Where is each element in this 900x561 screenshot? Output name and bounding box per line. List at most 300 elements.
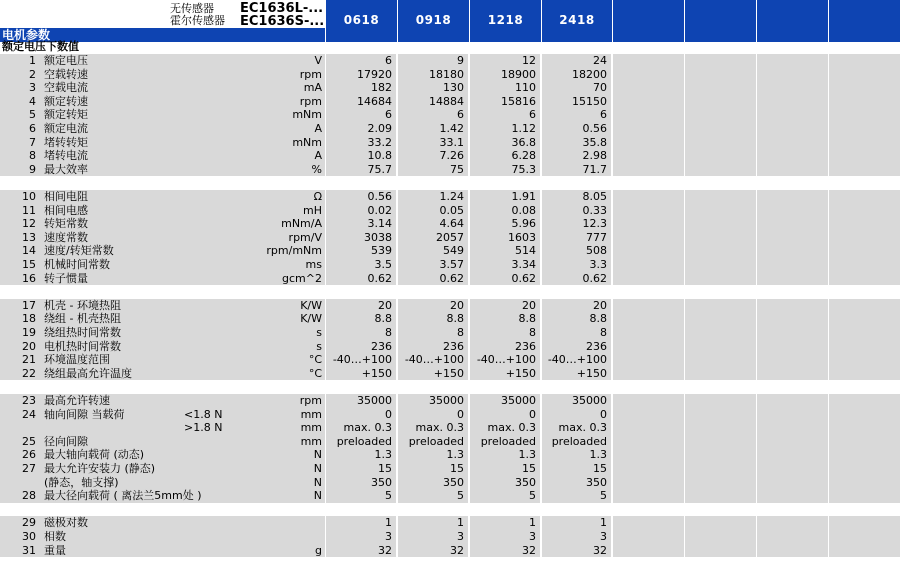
- value-cell-2418: 15150: [542, 95, 612, 109]
- table-row: [0, 544, 900, 558]
- empty-cell: [685, 190, 757, 204]
- value-cell-0918: 2057: [398, 231, 469, 245]
- row-label-cell: [0, 231, 325, 245]
- row-label-cell: [0, 489, 325, 503]
- row-number: 6: [29, 122, 36, 135]
- table-row: [0, 176, 900, 190]
- value-cell-0918: [398, 503, 469, 517]
- value-cell-0918: -40…+100: [398, 353, 469, 367]
- empty-cell: [757, 340, 829, 354]
- table-row: [0, 299, 900, 313]
- value-cell-0618: 350: [326, 476, 397, 490]
- empty-cell: [757, 462, 829, 476]
- parameter-unit: rpm: [299, 394, 322, 407]
- table-row: [0, 217, 900, 231]
- parameter-unit: ms: [305, 258, 322, 271]
- value-cell-2418: 508: [542, 244, 612, 258]
- parameter-name: (静态，轴支撑): [44, 475, 119, 489]
- empty-cell: [757, 190, 829, 204]
- parameter-name: 机械时间常数: [44, 258, 110, 271]
- value-cell-0618: 6: [326, 108, 397, 122]
- parameter-name: 最大轴向载荷 (动态): [44, 448, 145, 462]
- value-cell-2418: -40…+100: [542, 353, 612, 367]
- parameter-unit: g: [315, 543, 322, 557]
- row-label-cell: [0, 476, 325, 490]
- value-cell-1218: 15: [470, 462, 541, 476]
- value-cell-2418: 1: [542, 516, 612, 530]
- value-cell-0618: +150: [326, 367, 397, 381]
- empty-cell: [613, 312, 685, 326]
- value-cell-0918: 1: [398, 516, 469, 530]
- empty-cell: [757, 503, 828, 517]
- empty-cell: [829, 503, 900, 517]
- empty-cell: [613, 503, 684, 517]
- value-cell-0918: 236: [398, 340, 469, 354]
- value-cell-0618: [326, 176, 397, 190]
- parameter-unit: mA: [303, 81, 322, 95]
- value-cell-0618: 2.09: [326, 122, 397, 136]
- value-cell-0918: 35000: [398, 394, 469, 408]
- value-cell-1218: 1.12: [470, 122, 541, 136]
- value-cell-0918: 8: [398, 326, 469, 340]
- parameter-unit: N: [313, 475, 322, 489]
- parameter-name: 机壳 - 环境热阻: [44, 298, 121, 312]
- table-row: [0, 136, 900, 150]
- empty-cell: [829, 176, 900, 190]
- empty-cell: [757, 299, 829, 313]
- value-cell-2418: 777: [542, 231, 612, 245]
- table-row: [0, 530, 900, 544]
- value-cell-0918: 0.62: [398, 272, 469, 286]
- value-cell-2418: 8.8: [542, 312, 612, 326]
- value-cell-2418: 35.8: [542, 136, 612, 150]
- parameter-unit: %: [311, 162, 322, 176]
- parameter-name: 径向间隙: [44, 434, 88, 448]
- table-row: [0, 81, 900, 95]
- empty-cell: [685, 136, 757, 150]
- parameter-unit: rpm: [299, 67, 322, 81]
- column-header-blank-4: [829, 0, 900, 42]
- row-label-cell: [0, 176, 325, 190]
- empty-cell: [685, 448, 757, 462]
- empty-cell: [829, 476, 900, 490]
- empty-cell: [829, 544, 900, 558]
- value-cell-1218: 75.3: [470, 163, 541, 177]
- empty-cell: [613, 380, 684, 394]
- parameter-unit: s: [316, 326, 322, 339]
- row-number: 16: [22, 271, 36, 285]
- empty-cell: [613, 258, 685, 272]
- empty-cell: [829, 462, 900, 476]
- empty-cell: [757, 149, 829, 163]
- empty-cell: [757, 258, 829, 272]
- parameter-name: 转矩常数: [44, 217, 88, 231]
- value-cell-0618: 75.7: [326, 163, 397, 177]
- value-cell-0618: 8: [326, 326, 397, 340]
- empty-cell: [613, 136, 685, 150]
- table-row: [0, 312, 900, 326]
- parameter-unit: °C: [308, 366, 322, 380]
- table-row: [0, 516, 900, 530]
- value-cell-0918: 75: [398, 163, 469, 177]
- empty-cell: [757, 530, 829, 544]
- value-cell-0918: 1.24: [398, 190, 469, 204]
- table-row: [0, 122, 900, 136]
- row-label-cell: [0, 353, 325, 367]
- row-label-cell: [0, 326, 325, 340]
- table-row: [0, 503, 900, 517]
- empty-cell: [685, 476, 757, 490]
- empty-cell: [685, 244, 757, 258]
- row-label-cell: [0, 244, 325, 258]
- value-cell-0618: 15: [326, 462, 397, 476]
- hall-sensor-label: 霍尔传感器: [170, 14, 225, 27]
- empty-cell: [757, 448, 829, 462]
- empty-cell: [757, 408, 829, 422]
- parameter-unit: K/W: [300, 312, 322, 326]
- value-cell-1218: 0.62: [470, 272, 541, 286]
- row-label-cell: [0, 340, 325, 354]
- parameter-name: 最大效率: [44, 162, 88, 176]
- table-row: [0, 163, 900, 177]
- empty-cell: [685, 489, 757, 503]
- value-cell-0618: preloaded: [326, 435, 397, 449]
- parameter-unit: V: [314, 54, 322, 67]
- row-label-cell: [0, 136, 325, 150]
- parameter-name: 额定电流: [44, 122, 88, 135]
- empty-cell: [829, 163, 900, 177]
- empty-cell: [829, 108, 900, 122]
- parameter-unit: rpm/V: [288, 230, 322, 244]
- row-number: 27: [22, 462, 36, 475]
- empty-cell: [829, 340, 900, 354]
- empty-cell: [757, 244, 829, 258]
- table-row: [0, 448, 900, 462]
- value-cell-0918: preloaded: [398, 435, 469, 449]
- empty-cell: [613, 353, 685, 367]
- value-cell-2418: 35000: [542, 394, 612, 408]
- parameter-unit: mNm: [292, 108, 322, 122]
- row-label-cell: [0, 516, 325, 530]
- value-cell-2418: 1.3: [542, 448, 612, 462]
- row-number: 15: [22, 258, 36, 271]
- empty-cell: [757, 394, 829, 408]
- empty-cell: [613, 340, 685, 354]
- value-cell-0918: [398, 176, 469, 190]
- value-cell-0618: 3.14: [326, 217, 397, 231]
- value-cell-2418: 6: [542, 108, 612, 122]
- value-cell-2418: 5: [542, 489, 612, 503]
- row-number: 18: [22, 312, 36, 326]
- empty-cell: [613, 476, 685, 490]
- value-cell-0618: [326, 503, 397, 517]
- value-cell-2418: 8.05: [542, 190, 612, 204]
- empty-cell: [829, 285, 900, 299]
- empty-cell: [685, 530, 757, 544]
- empty-cell: [757, 176, 828, 190]
- empty-cell: [829, 516, 900, 530]
- parameter-name: 额定电压: [44, 54, 88, 67]
- value-cell-0618: -40…+100: [326, 353, 397, 367]
- empty-cell: [829, 217, 900, 231]
- value-cell-0618: 35000: [326, 394, 397, 408]
- parameter-condition: <1.8 N: [184, 407, 223, 421]
- empty-cell: [829, 122, 900, 136]
- empty-cell: [685, 272, 757, 286]
- empty-cell: [685, 217, 757, 231]
- value-cell-0618: 6: [326, 54, 397, 68]
- empty-cell: [613, 408, 685, 422]
- empty-cell: [613, 272, 685, 286]
- parameter-unit: Ω: [313, 190, 322, 203]
- value-cell-2418: [542, 380, 612, 394]
- subheading: 额定电压下数值: [2, 40, 79, 53]
- parameter-unit: A: [314, 122, 322, 135]
- value-cell-1218: [470, 380, 541, 394]
- empty-cell: [685, 163, 757, 177]
- empty-cell: [757, 367, 829, 381]
- empty-cell: [613, 68, 685, 82]
- empty-cell: [685, 516, 757, 530]
- table-row: [0, 54, 900, 68]
- value-cell-2418: 0.33: [542, 204, 612, 218]
- value-cell-0918: 1.3: [398, 448, 469, 462]
- empty-cell: [829, 54, 900, 68]
- empty-cell: [685, 353, 757, 367]
- row-number: 2: [29, 67, 36, 81]
- value-cell-0918: 0: [398, 408, 469, 422]
- empty-cell: [829, 380, 900, 394]
- value-cell-2418: 18200: [542, 68, 612, 82]
- sensorless-label: 无传感器: [170, 2, 214, 15]
- row-label-cell: [0, 503, 325, 517]
- empty-cell: [613, 176, 684, 190]
- empty-cell: [829, 136, 900, 150]
- value-cell-0618: 3: [326, 530, 397, 544]
- value-cell-2418: [542, 176, 612, 190]
- empty-cell: [685, 326, 757, 340]
- empty-cell: [757, 435, 829, 449]
- row-label-cell: [0, 163, 325, 177]
- empty-cell: [685, 503, 756, 517]
- value-cell-0918: 130: [398, 81, 469, 95]
- value-cell-0618: 33.2: [326, 136, 397, 150]
- row-label-cell: [0, 285, 325, 299]
- empty-cell: [757, 122, 829, 136]
- table-row: [0, 380, 900, 394]
- table-row: [0, 258, 900, 272]
- value-cell-2418: 71.7: [542, 163, 612, 177]
- row-number: 13: [22, 230, 36, 244]
- empty-cell: [829, 312, 900, 326]
- value-cell-1218: 1.3: [470, 448, 541, 462]
- row-number: 5: [29, 108, 36, 122]
- value-cell-2418: [542, 503, 612, 517]
- row-number: 3: [29, 81, 36, 95]
- value-cell-0918: 18180: [398, 68, 469, 82]
- value-cell-2418: 24: [542, 54, 612, 68]
- parameter-name: 轴向间隙 当载荷: [44, 407, 125, 421]
- value-cell-2418: 12.3: [542, 217, 612, 231]
- value-cell-0918: 8.8: [398, 312, 469, 326]
- parameter-unit: N: [313, 462, 322, 475]
- value-cell-0918: 1.42: [398, 122, 469, 136]
- parameter-unit: gcm^2: [282, 271, 322, 285]
- parameter-unit: N: [313, 489, 322, 503]
- column-header-0918: 0918: [398, 0, 470, 42]
- empty-cell: [613, 54, 685, 68]
- table-row: [0, 340, 900, 354]
- empty-cell: [685, 435, 757, 449]
- value-cell-0918: +150: [398, 367, 469, 381]
- value-cell-2418: 2.98: [542, 149, 612, 163]
- row-label-cell: [0, 367, 325, 381]
- empty-cell: [613, 231, 685, 245]
- value-cell-1218: 20: [470, 299, 541, 313]
- value-cell-2418: 15: [542, 462, 612, 476]
- value-cell-0618: 3.5: [326, 258, 397, 272]
- value-cell-0918: 14884: [398, 95, 469, 109]
- empty-cell: [613, 108, 685, 122]
- parameter-name: 堵转电流: [44, 149, 88, 163]
- value-cell-0618: 17920: [326, 68, 397, 82]
- table-row: [0, 476, 900, 490]
- empty-cell: [829, 231, 900, 245]
- value-cell-2418: 8: [542, 326, 612, 340]
- empty-cell: [685, 149, 757, 163]
- empty-cell: [685, 122, 757, 136]
- value-cell-0918: 350: [398, 476, 469, 490]
- empty-cell: [613, 516, 685, 530]
- value-cell-1218: 8.8: [470, 312, 541, 326]
- row-number: 7: [29, 135, 36, 149]
- row-label-cell: [0, 394, 325, 408]
- value-cell-2418: +150: [542, 367, 612, 381]
- value-cell-1218: [470, 285, 541, 299]
- table-row: [0, 272, 900, 286]
- parameter-name: 相间电感: [44, 203, 88, 217]
- parameter-unit: mNm: [292, 135, 322, 149]
- value-cell-0618: 10.8: [326, 149, 397, 163]
- row-label-cell: [0, 299, 325, 313]
- empty-cell: [757, 326, 829, 340]
- row-label-cell: [0, 544, 325, 558]
- table-row: [0, 149, 900, 163]
- empty-cell: [613, 530, 685, 544]
- empty-cell: [613, 326, 685, 340]
- parameter-condition: >1.8 N: [184, 421, 223, 435]
- parameter-name: 相间电阻: [44, 190, 88, 203]
- empty-cell: [757, 95, 829, 109]
- value-cell-1218: 36.8: [470, 136, 541, 150]
- value-cell-2418: [542, 285, 612, 299]
- empty-cell: [613, 149, 685, 163]
- empty-cell: [613, 81, 685, 95]
- row-label-cell: [0, 462, 325, 476]
- row-label-cell: [0, 122, 325, 136]
- parameter-name: 空载电流: [44, 81, 88, 95]
- value-cell-0918: max. 0.3: [398, 421, 469, 435]
- value-cell-0918: 15: [398, 462, 469, 476]
- empty-cell: [757, 285, 828, 299]
- empty-cell: [757, 163, 829, 177]
- table-row: [0, 394, 900, 408]
- table-row: [0, 435, 900, 449]
- empty-cell: [829, 435, 900, 449]
- empty-cell: [613, 544, 685, 558]
- value-cell-2418: 70: [542, 81, 612, 95]
- row-number: 4: [29, 94, 36, 108]
- table-row: [0, 285, 900, 299]
- empty-cell: [613, 367, 685, 381]
- value-cell-0618: 236: [326, 340, 397, 354]
- empty-cell: [685, 176, 756, 190]
- value-cell-2418: 0.56: [542, 122, 612, 136]
- row-number: 14: [22, 244, 36, 258]
- empty-cell: [829, 204, 900, 218]
- parameter-name: 转子惯量: [44, 271, 88, 285]
- row-number: 10: [22, 190, 36, 203]
- row-number: 11: [22, 203, 36, 217]
- row-label-cell: [0, 54, 325, 68]
- row-number: 21: [22, 353, 36, 367]
- row-label-cell: [0, 81, 325, 95]
- empty-cell: [613, 95, 685, 109]
- empty-cell: [685, 204, 757, 218]
- value-cell-0918: 5: [398, 489, 469, 503]
- row-number: 1: [29, 54, 36, 67]
- empty-cell: [613, 217, 685, 231]
- value-cell-2418: 20: [542, 299, 612, 313]
- empty-cell: [829, 190, 900, 204]
- table-row: [0, 204, 900, 218]
- empty-cell: [685, 340, 757, 354]
- value-cell-0618: max. 0.3: [326, 421, 397, 435]
- row-number: 12: [22, 217, 36, 231]
- row-number: 17: [22, 298, 36, 312]
- row-number: 24: [22, 407, 36, 421]
- empty-cell: [829, 489, 900, 503]
- row-number: 22: [22, 366, 36, 380]
- value-cell-1218: 5.96: [470, 217, 541, 231]
- row-label-cell: [0, 408, 325, 422]
- row-label-cell: [0, 312, 325, 326]
- empty-cell: [829, 530, 900, 544]
- value-cell-0918: 9: [398, 54, 469, 68]
- value-cell-0918: 3: [398, 530, 469, 544]
- column-header-1218: 1218: [470, 0, 542, 42]
- table-row: [0, 231, 900, 245]
- value-cell-2418: 32: [542, 544, 612, 558]
- value-cell-2418: 3: [542, 530, 612, 544]
- row-label-cell: [0, 190, 325, 204]
- value-cell-1218: 6: [470, 108, 541, 122]
- value-cell-0918: 32: [398, 544, 469, 558]
- parameter-name: 绕组热时间常数: [44, 326, 121, 339]
- parameter-unit: mNm/A: [281, 217, 322, 231]
- empty-cell: [685, 408, 757, 422]
- empty-cell: [685, 285, 756, 299]
- empty-cell: [757, 544, 829, 558]
- value-cell-0918: [398, 285, 469, 299]
- value-cell-1218: 236: [470, 340, 541, 354]
- empty-cell: [685, 380, 756, 394]
- value-cell-1218: preloaded: [470, 435, 541, 449]
- value-cell-2418: 350: [542, 476, 612, 490]
- value-cell-1218: +150: [470, 367, 541, 381]
- empty-cell: [685, 54, 757, 68]
- value-cell-1218: 12: [470, 54, 541, 68]
